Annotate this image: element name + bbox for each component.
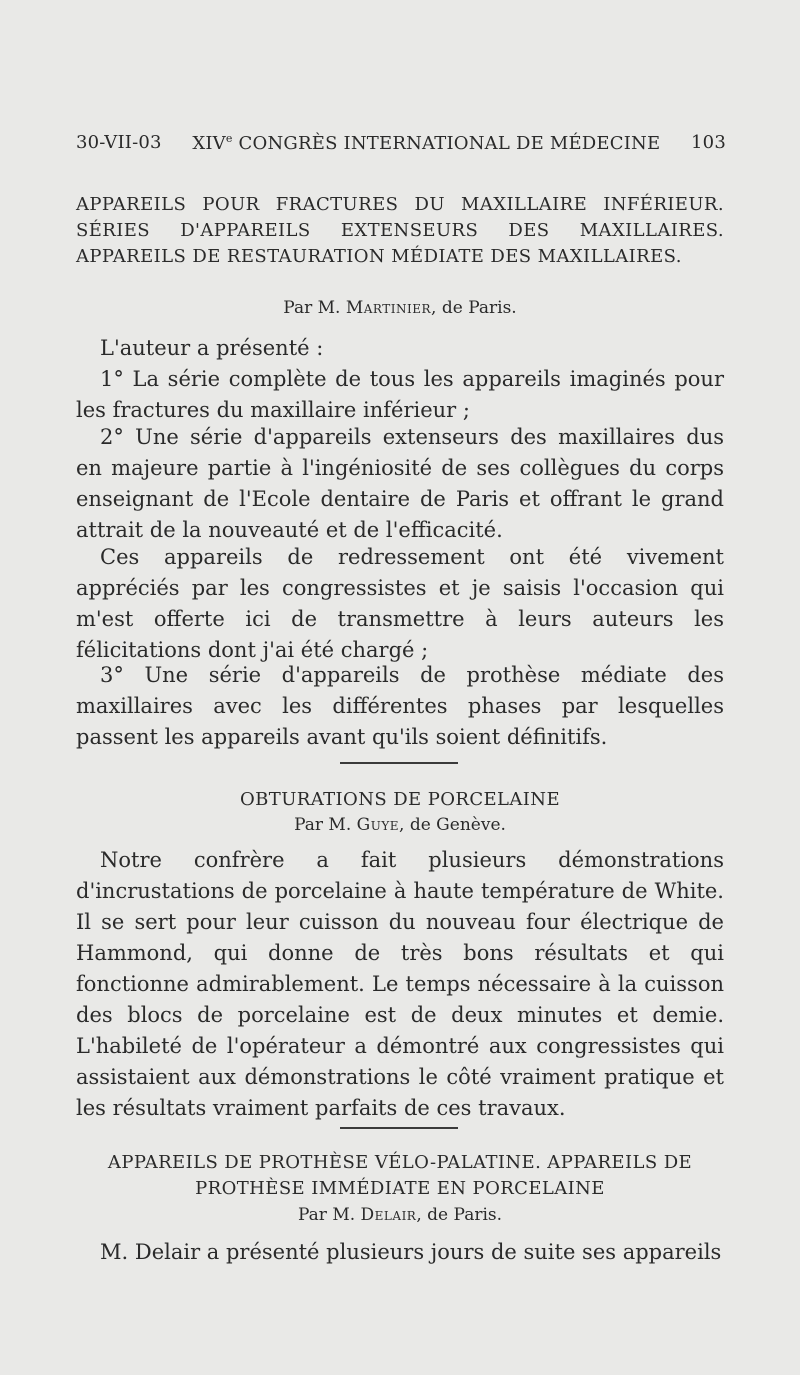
section1-paragraph-4: Ces appareils de redressement ont été vivement appréciés par les congressistes et je saisis l'occasion qui m'est offerte ici de transmettre à leurs auteurs les félicitations dont j'ai été chargé ; [76,545,724,662]
section1-paragraph-1: L'auteur a présenté : [100,336,324,360]
running-head [76,132,726,154]
section2-paragraph-1: Notre confrère a fait plusieurs démonstrations d'incrustations de porcelaine à haute température de White. Il se sert pour leur cuisson du nouveau four électrique de Hammond, qui donne de très bons résultats et qui fonctionne admirablement. Le temps nécessaire à la cuisson des blocs de porcelaine est de deux minutes et demie. L'habileté de l'opérateur a démontré aux congressistes qui assistaient aux démonstrations le côté vraiment pratique et les résultats vraiment parfaits de ces travaux. [76,848,724,1120]
running-head-title [192,132,660,154]
section-divider-2 [340,1127,458,1129]
section2-title: OBTURATIONS DE PORCELAINE [240,789,560,810]
section3-byline [76,1205,724,1225]
section3-byline-suffix: , de Paris. [416,1205,503,1225]
section1-paragraph-2: 1° La série complète de tous les appareils imaginés pour les fractures du maxillaire inférieur ; [76,367,724,422]
section3-title: APPAREILS DE PROTHÈSE VÉLO-PALATINE. APPAREILS DE PROTHÈSE IMMÉDIATE EN PORCELAINE [107,1152,693,1199]
section2-byline-prefix: Par M. [294,815,357,835]
section2-author: Guye [356,815,400,835]
section1-paragraph-3: 2° Une série d'appareils extenseurs des maxillaires dus en majeure partie à l'ingéniosité de ses collègues du corps enseignant de l'Ecole dentaire de Paris et offrant le grand attrait de la nouveauté et de l'efficacité. [76,425,724,542]
section1-byline-prefix: Par M. [283,298,346,318]
section2-byline [76,815,724,835]
running-head-date: 30-VII-03 [76,132,162,153]
section3-paragraph-1: M. Delair a présenté plusieurs jours de suite ses appareils [100,1240,722,1264]
section3-author: Delair [360,1205,417,1225]
section-divider-1 [340,762,458,764]
page-number: 103 [691,132,726,153]
section2-byline-suffix: , de Genève. [399,815,506,835]
running-head-congress: CONGRÈS INTERNATIONAL DE MÉDECINE [232,133,661,154]
section1-byline [76,298,724,318]
running-head-sup: e [225,132,233,145]
running-head-roman: XIV [192,133,226,154]
section1-title: APPAREILS POUR FRACTURES DU MAXILLAIRE INFÉRIEUR. SÉRIES D'APPAREILS EXTENSEURS DES MAXILLAIRES. APPAREILS DE RESTAURATION MÉDIATE DES MAXILLAIRES. [76,194,724,267]
section1-paragraph-5: 3° Une série d'appareils de prothèse médiate des maxillaires avec les différentes phases par lesquelles passent les appareils avant qu'ils soient définitifs. [76,663,724,749]
section3-byline-prefix: Par M. [297,1205,361,1225]
section1-author: Martinier [345,298,432,318]
section1-byline-suffix: , de Paris. [431,298,517,318]
